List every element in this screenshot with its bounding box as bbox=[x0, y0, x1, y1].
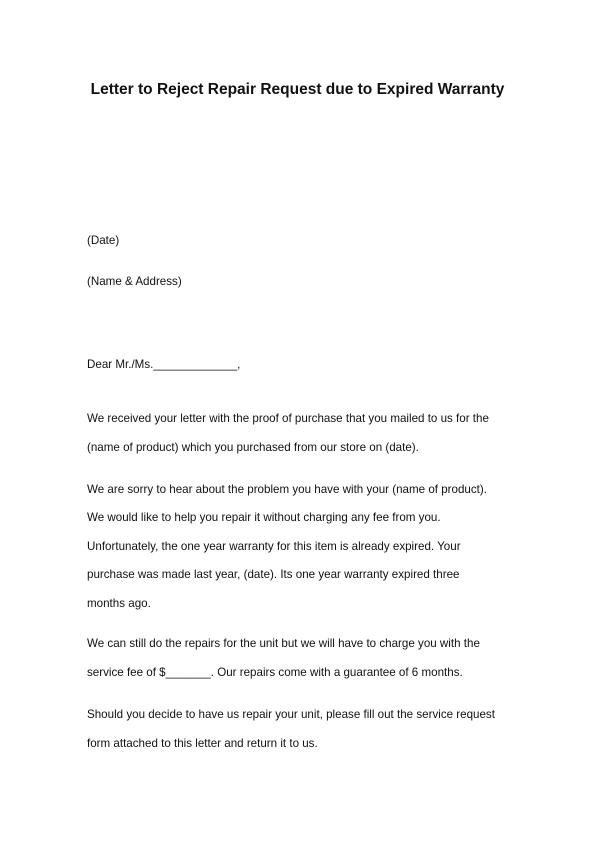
paragraph-line: We are sorry to hear about the problem you have with your (name of product). bbox=[87, 483, 487, 496]
letter-title: Letter to Reject Repair Request due to Expired Warranty bbox=[90, 81, 505, 98]
paragraph-line: Unfortunately, the one year warranty for this item is already expired. Your bbox=[87, 540, 461, 553]
date-placeholder: (Date) bbox=[87, 234, 120, 247]
paragraph-line: We received your letter with the proof of purchase that you mailed to us for the bbox=[87, 412, 489, 425]
paragraph-line: months ago. bbox=[87, 597, 151, 610]
paragraph-line: Should you decide to have us repair your unit, please fill out the service request bbox=[87, 708, 495, 721]
paragraph-line: (name of product) which you purchased from our store on (date). bbox=[87, 441, 419, 454]
salutation: Dear Mr./Ms._____________, bbox=[87, 358, 241, 371]
paragraph-line: service fee of $_______. Our repairs come with a guarantee of 6 months. bbox=[87, 666, 463, 679]
paragraph-line: We would like to help you repair it without charging any fee from you. bbox=[87, 511, 441, 524]
paragraph-line: form attached to this letter and return it to us. bbox=[87, 737, 318, 750]
paragraph-line: purchase was made last year, (date). Its one year warranty expired three bbox=[87, 568, 460, 581]
paragraph-line: We can still do the repairs for the unit but we will have to charge you with the bbox=[87, 637, 480, 650]
name-address-placeholder: (Name & Address) bbox=[87, 275, 182, 288]
